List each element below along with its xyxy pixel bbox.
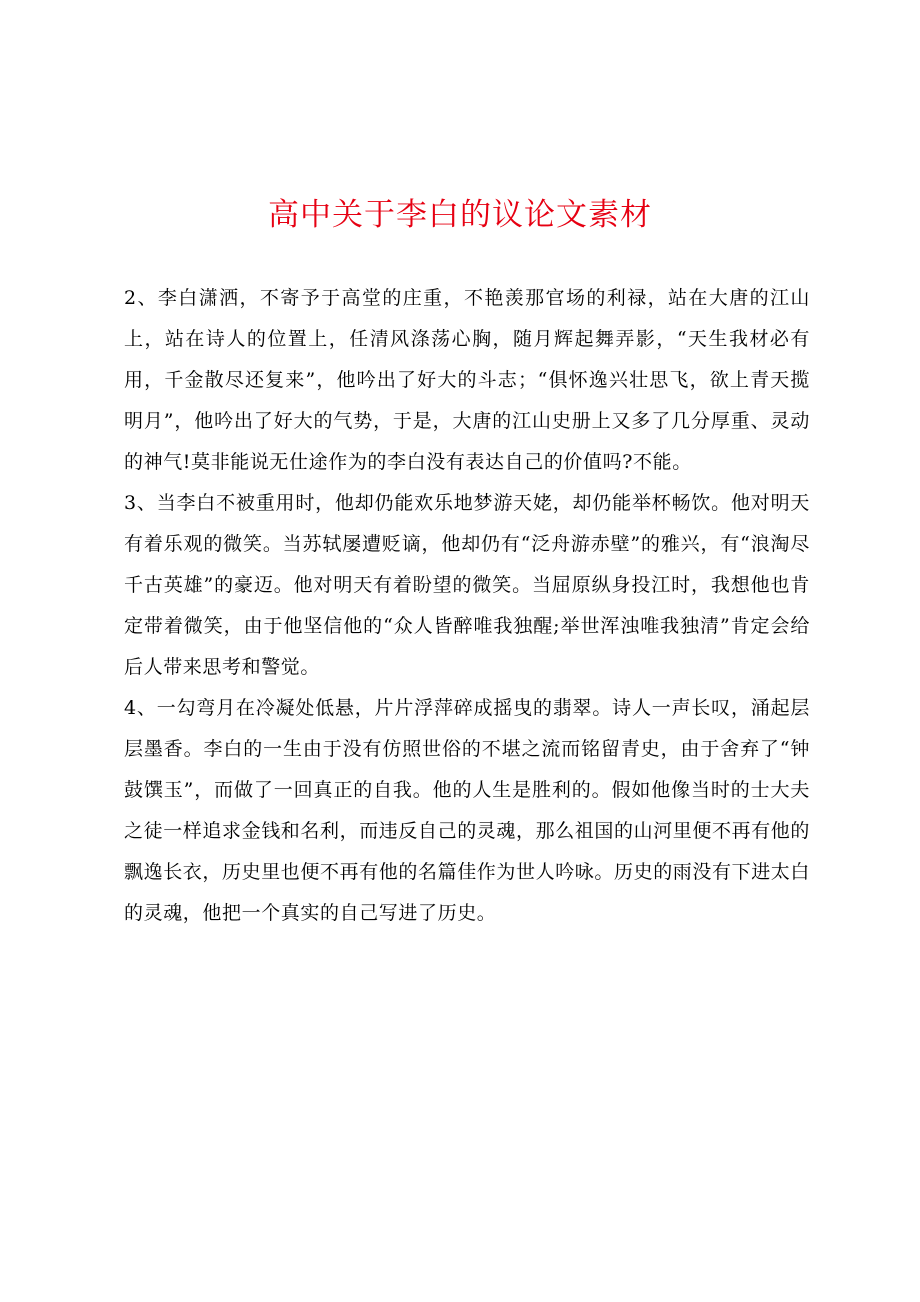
paragraph-3: 3、当李白不被重用时，他却仍能欢乐地梦游天姥，却仍能举杯畅饮。他对明天有着乐观的微笑。当苏轼屡遭贬谪，他却仍有“泛舟游赤壁”的雅兴，有“浪淘尽千古英雄”的豪迈。他对明天有着盼望的微笑。当屈原纵身投江时，我想他也肯定带着微笑，由于他坚信他的“众人皆醉唯我独醒;举世浑浊唯我独清”肯定会给后人带来思考和警觉。 [124, 492, 810, 678]
document-title: 高中关于李白的议论文素材 [268, 197, 652, 233]
document-body [124, 278, 810, 934]
paragraph-4: 4、一勾弯月在冷凝处低悬，片片浮萍碎成摇曳的翡翠。诗人一声长叹，涌起层层墨香。李白的一生由于没有仿照世俗的不堪之流而铭留青史，由于舍弃了“钟鼓馔玉”，而做了一回真正的自我。他的人生是胜利的。假如他像当时的士大夫之徒一样追求金钱和名利，而违反自己的灵魂，那么祖国的山河里便不再有他的飘逸长衣，历史里也便不再有他的名篇佳作为世人吟咏。历史的雨没有下进太白的灵魂，他把一个真实的自己写进了历史。 [124, 697, 811, 924]
paragraph-2: 2、李白潇洒，不寄予于高堂的庄重，不艳羡那官场的利禄，站在大唐的江山上，站在诗人的位置上，任清风涤荡心胸，随月辉起舞弄影，“天生我材必有用，千金散尽还复来”，他吟出了好大的斗志；“俱怀逸兴壮思飞，欲上青天揽明月”，他吟出了好大的气势，于是，大唐的江山史册上又多了几分厚重、灵动的神气!莫非能说无仕途作为的李白没有表达自己的价值吗?不能。 [124, 287, 810, 473]
